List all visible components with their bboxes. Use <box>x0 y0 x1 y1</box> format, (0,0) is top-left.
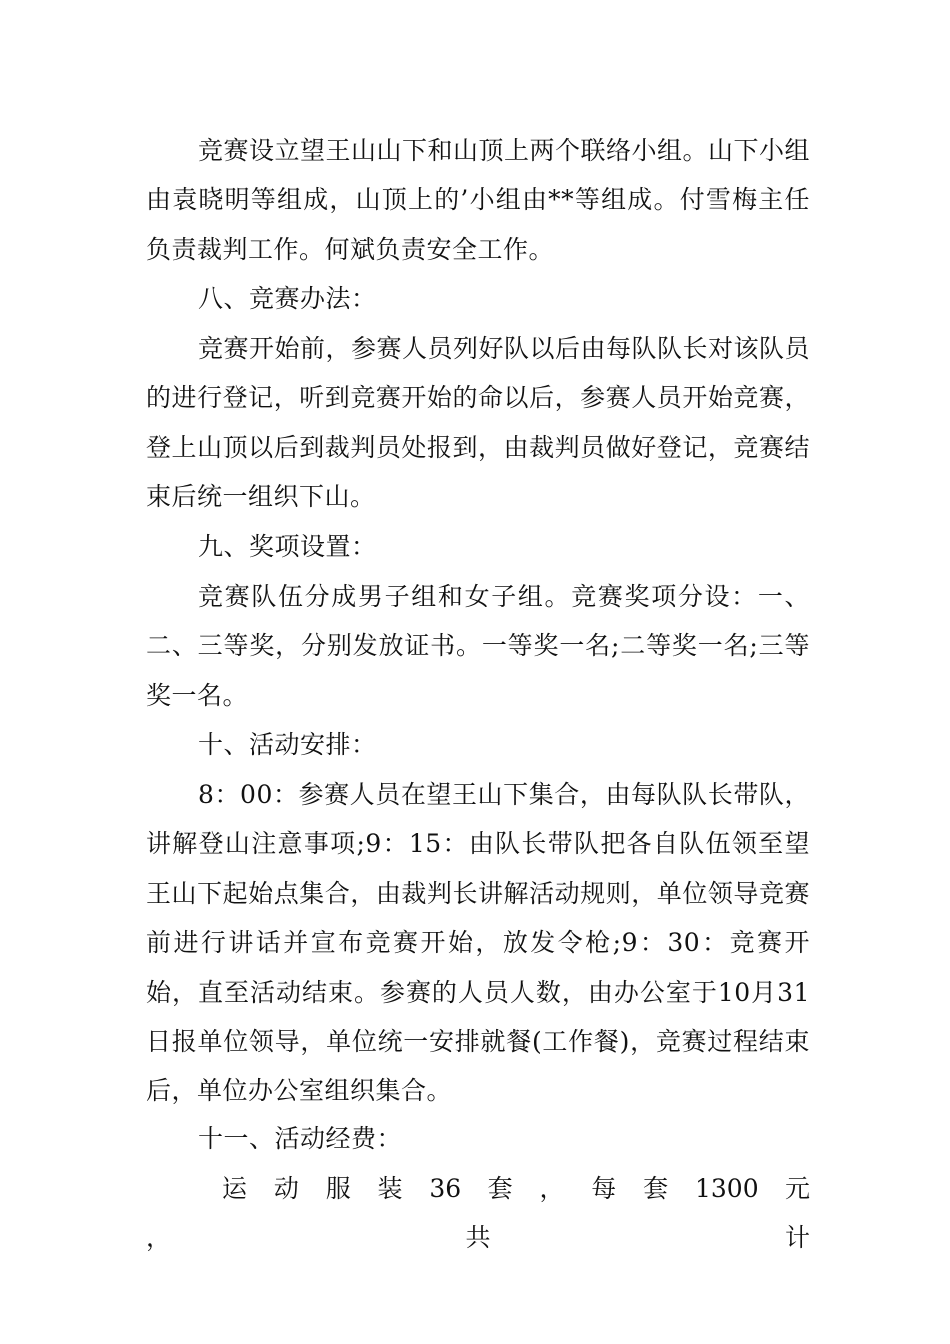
paragraph-contact-groups: 竞赛设立望王山山下和山顶上两个联络小组。山下小组由袁晓明等组成，山顶上的’小组由**等组成。付雪梅主任负责裁判工作。何斌负责安全工作。 <box>146 136 811 264</box>
paragraph-competition-method: 竞赛开始前，参赛人员列好队以后由每队队长对该队员的进行登记，听到竞赛开始的命以后，参赛人员开始竞赛，登上山顶以后到裁判员处报到，由裁判员做好登记，竞赛结束后统一组织下山。 <box>146 334 811 512</box>
heading-schedule: 十、活动安排： <box>198 730 377 759</box>
paragraph-awards: 竞赛队伍分成男子组和女子组。竞赛奖项分设：一、二、三等奖，分别发放证书。一等奖一名;二等奖一名;三等奖一名。 <box>146 582 810 710</box>
paragraph-budget: 运 动 服 装 36 套 ， 每 套 1300 元 ， 共 计 <box>146 1174 810 1253</box>
heading-awards: 九、奖项设置： <box>198 532 377 561</box>
heading-competition-method: 八、竞赛办法： <box>198 284 377 313</box>
heading-budget: 十一、活动经费： <box>198 1124 403 1153</box>
paragraph-schedule: 8：00：参赛人员在望王山下集合，由每队队长带队，讲解登山注意事项;9：15：由队长带队把各自队伍领至望王山下起始点集合，由裁判长讲解活动规则，单位领导竞赛前进行讲话并宣布竞赛开始，放发令枪;9：30：竞赛开始，直至活动结束。参赛的人员人数，由办公室于10月31日报单位领导，单位统一安排就餐(工作餐)，竞赛过程结束后，单位办公室组织集合。 <box>146 780 810 1106</box>
